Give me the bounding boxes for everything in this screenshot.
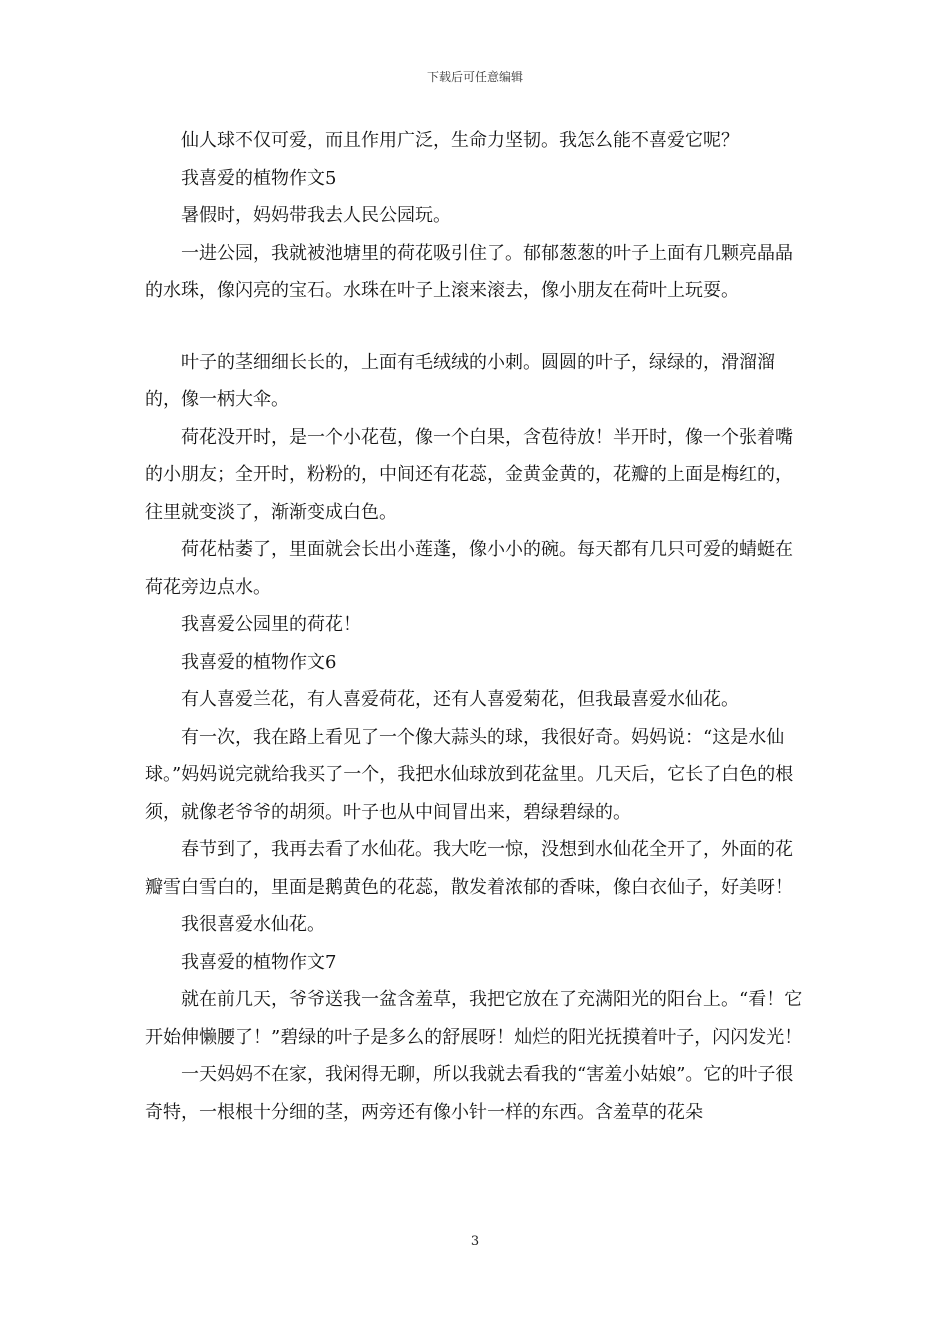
- paragraph: 叶子的茎细细长长的，上面有毛绒绒的小刺。圆圆的叶子，绿绿的，滑溜溜的，像一柄大伞。: [145, 351, 775, 410]
- paragraph: 仙人球不仅可爱，而且作用广泛，生命力坚韧。我怎么能不喜爱它呢？: [181, 130, 739, 151]
- paragraph: 有一次，我在路上看见了一个像大蒜头的球，我很好奇。妈妈说：“这是水仙球。”妈妈说完就给我买了一个，我把水仙球放到花盆里。几天后，它长了白色的根须，就像老爷爷的胡须。叶子也从中间冒出来，碧绿碧绿的。: [145, 726, 794, 823]
- section-title: 我喜爱的植物作文5: [181, 167, 337, 189]
- page-number: 3: [470, 1234, 480, 1249]
- paragraph: 一进公园，我就被池塘里的荷花吸引住了。郁郁葱葱的叶子上面有几颗亮晶晶的水珠，像闪亮的宝石。水珠在叶子上滚来滚去，像小朋友在荷叶上玩耍。: [145, 242, 793, 301]
- paragraph: 我喜爱公园里的荷花！: [181, 614, 361, 635]
- paragraph-gap: [145, 310, 810, 344]
- paragraph: 春节到了，我再去看了水仙花。我大吃一惊，没想到水仙花全开了，外面的花瓣雪白雪白的，里面是鹅黄色的花蕊，散发着浓郁的香味，像白衣仙子，好美呀！: [145, 839, 793, 898]
- section-title: 我喜爱的植物作文6: [181, 651, 337, 673]
- paragraph: 荷花没开时，是一个小花苞，像一个白果，含苞待放！半开时，像一个张着嘴的小朋友；全开时，粉粉的，中间还有花蕊，金黄金黄的，花瓣的上面是梅红的，往里就变淡了，渐渐变成白色。: [145, 426, 793, 523]
- paragraph: 暑假时，妈妈带我去人民公园玩。: [181, 205, 451, 226]
- document-body: [145, 122, 810, 1131]
- page-header: 下载后可任意编辑: [426, 70, 523, 84]
- paragraph: 就在前几天，爷爷送我一盆含羞草，我把它放在了充满阳光的阳台上。“看！它开始伸懒腰了！”碧绿的叶子是多么的舒展呀！灿烂的阳光抚摸着叶子，闪闪发光！: [145, 989, 803, 1048]
- paragraph: 有人喜爱兰花，有人喜爱荷花，还有人喜爱菊花，但我最喜爱水仙花。: [181, 689, 739, 710]
- section-title: 我喜爱的植物作文7: [181, 951, 337, 973]
- paragraph: 荷花枯萎了，里面就会长出小莲蓬，像小小的碗。每天都有几只可爱的蜻蜓在荷花旁边点水。: [145, 539, 793, 598]
- paragraph: 我很喜爱水仙花。: [181, 914, 325, 935]
- paragraph: 一天妈妈不在家，我闲得无聊，所以我就去看我的“害羞小姑娘”。它的叶子很奇特，一根根十分细的茎，两旁还有像小针一样的东西。含羞草的花朵: [145, 1064, 794, 1123]
